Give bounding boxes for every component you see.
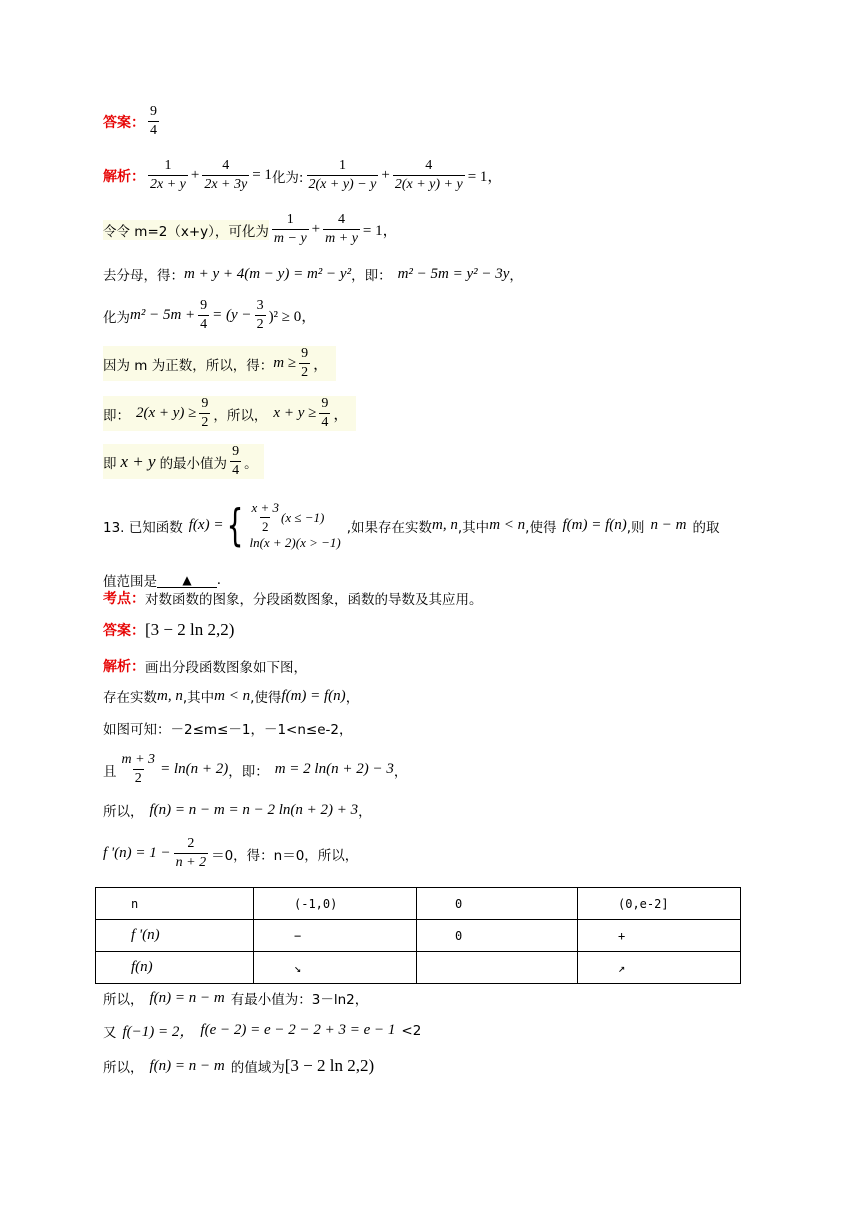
- q13-analysis-line3: 如图可知：－2≤m≤－1，－1<n≤e-2，: [103, 722, 353, 738]
- q12-line2: 令令 m=2（x+y），可化为 $\frac{1}{m - y}$ + $\frac{4}{m + y}$ = 1，: [103, 212, 398, 246]
- q13-analysis-line5: 所以， f(n) = n − m = n − 2 ln(n + 2) + 3 ，: [103, 801, 372, 820]
- q12-line7: 即 x + y 的最小值为 $\frac{9}{4}$ 。: [103, 444, 264, 479]
- answer-label: 答案：: [103, 114, 145, 131]
- piecewise-brace: {: [227, 499, 244, 551]
- piecewise-cases: $\frac{x + 3}{2}$ (x ≤ −1) ln(x + 2)(x > −1): [249, 500, 341, 550]
- q12-line3: 去分母，得： m + y + 4(m − y) = m² − y² ，即： m² − 5m = y² − 3y ，: [103, 265, 523, 284]
- q12-line5: 因为 m 为正数，所以，得： m ≥ $\frac{9}{2}$ ，: [103, 346, 336, 381]
- table-row: f '(n) − 0 +: [96, 920, 741, 952]
- table-row: f(n) ↘ ↗: [96, 952, 741, 984]
- q13-analysis-line4: 且 $\frac{m + 3}{2}$ = ln(n + 2) ，即： m = 2 ln(n + 2) − 3 ，: [103, 752, 408, 786]
- fraction: $\frac{9}{4}$: [232, 444, 240, 478]
- fraction: $\frac{1}{2(x + y) - y}$: [308, 158, 377, 192]
- q12-line4: 化为 m² − 5m + $\frac{9}{4}$ = (y − $\frac{3}{2}$ )² ≥ 0，: [103, 298, 317, 332]
- q12-answer-line: [103, 104, 162, 139]
- fraction: $\frac{4}{2(x + y) + y}$: [394, 158, 463, 192]
- q13-analysis-line8: 又 f(−1) = 2， f(e − 2) = e − 2 − 2 + 3 = e − 1 <2: [103, 1022, 422, 1041]
- q12-analysis-line1: 解析： $\frac{1}{2x + y}$ + $\frac{4}{2x + 3y}$ = 1 化为: $\frac{1}{2(x + y) - y}$ + $\frac{4}{2(x + y) + y}$ = 1，: [103, 158, 503, 192]
- fraction: $\frac{9}{4}$: [200, 298, 208, 332]
- fraction: $\frac{1}{m - y}$: [273, 212, 307, 246]
- fraction: $\frac{m + 3}{2}$: [121, 752, 156, 786]
- q13-question-line1: 13. 已知函数 f(x) = { $\frac{x + 3}{2}$ (x ≤ −1) ln(x + 2)(x > −1) ,如果存在实数 m, n ,其中 m < n ,使得 f(m) = f(n) ,则 n − m 的取: [103, 499, 720, 551]
- fraction: $\frac{1}{2x + y}$: [150, 158, 186, 192]
- fraction: $\frac{2}{n + 2}$: [175, 836, 207, 870]
- fraction: $\frac{9}{2}$: [201, 396, 209, 430]
- fraction: $\frac{9}{4}$: [150, 104, 157, 138]
- q13-answer-line: 答案： [3 − 2 ln 2,2): [103, 620, 235, 639]
- fraction: $\frac{4}{2x + 3y}$: [204, 158, 248, 192]
- answer-blank: ▲: [157, 573, 217, 588]
- q13-analysis-line7: 所以， f(n) = n − m 有最小值为：3－ln2，: [103, 989, 369, 1008]
- fraction: $\frac{9}{4}$: [321, 396, 329, 430]
- q13-analysis-line6: f '(n) = 1 − $\frac{2}{n + 2}$ ＝0，得：n＝0，所以，: [103, 836, 359, 870]
- q13-analysis-line1: 解析： 画出分段函数图象如下图，: [103, 659, 307, 676]
- q13-kaodian-line: 考点： 对数函数的图象，分段函数图象，函数的导数及其应用。: [103, 591, 483, 608]
- fraction: $\frac{3}{2}$: [256, 298, 264, 332]
- fraction: $\frac{9}{2}$: [301, 346, 309, 380]
- table-row: n (-1,0) 0 (0,e-2]: [96, 888, 741, 920]
- analysis-label: 解析：: [103, 168, 145, 185]
- q13-analysis-line9: 所以， f(n) = n − m 的值域为 [3 − 2 ln 2,2): [103, 1056, 375, 1076]
- q13-analysis-line2: 存在实数 m, n ,其中 m < n ,使得 f(m) = f(n) ，: [103, 687, 360, 706]
- monotonicity-table: [95, 887, 741, 984]
- q12-line6: 即： 2(x + y) ≥ $\frac{9}{2}$ ，所以， x + y ≥ $\frac{9}{4}$ ，: [103, 396, 356, 431]
- q13-question-line2: 值范围是 ▲ .: [103, 571, 221, 590]
- fraction: $\frac{4}{m + y}$: [325, 212, 358, 246]
